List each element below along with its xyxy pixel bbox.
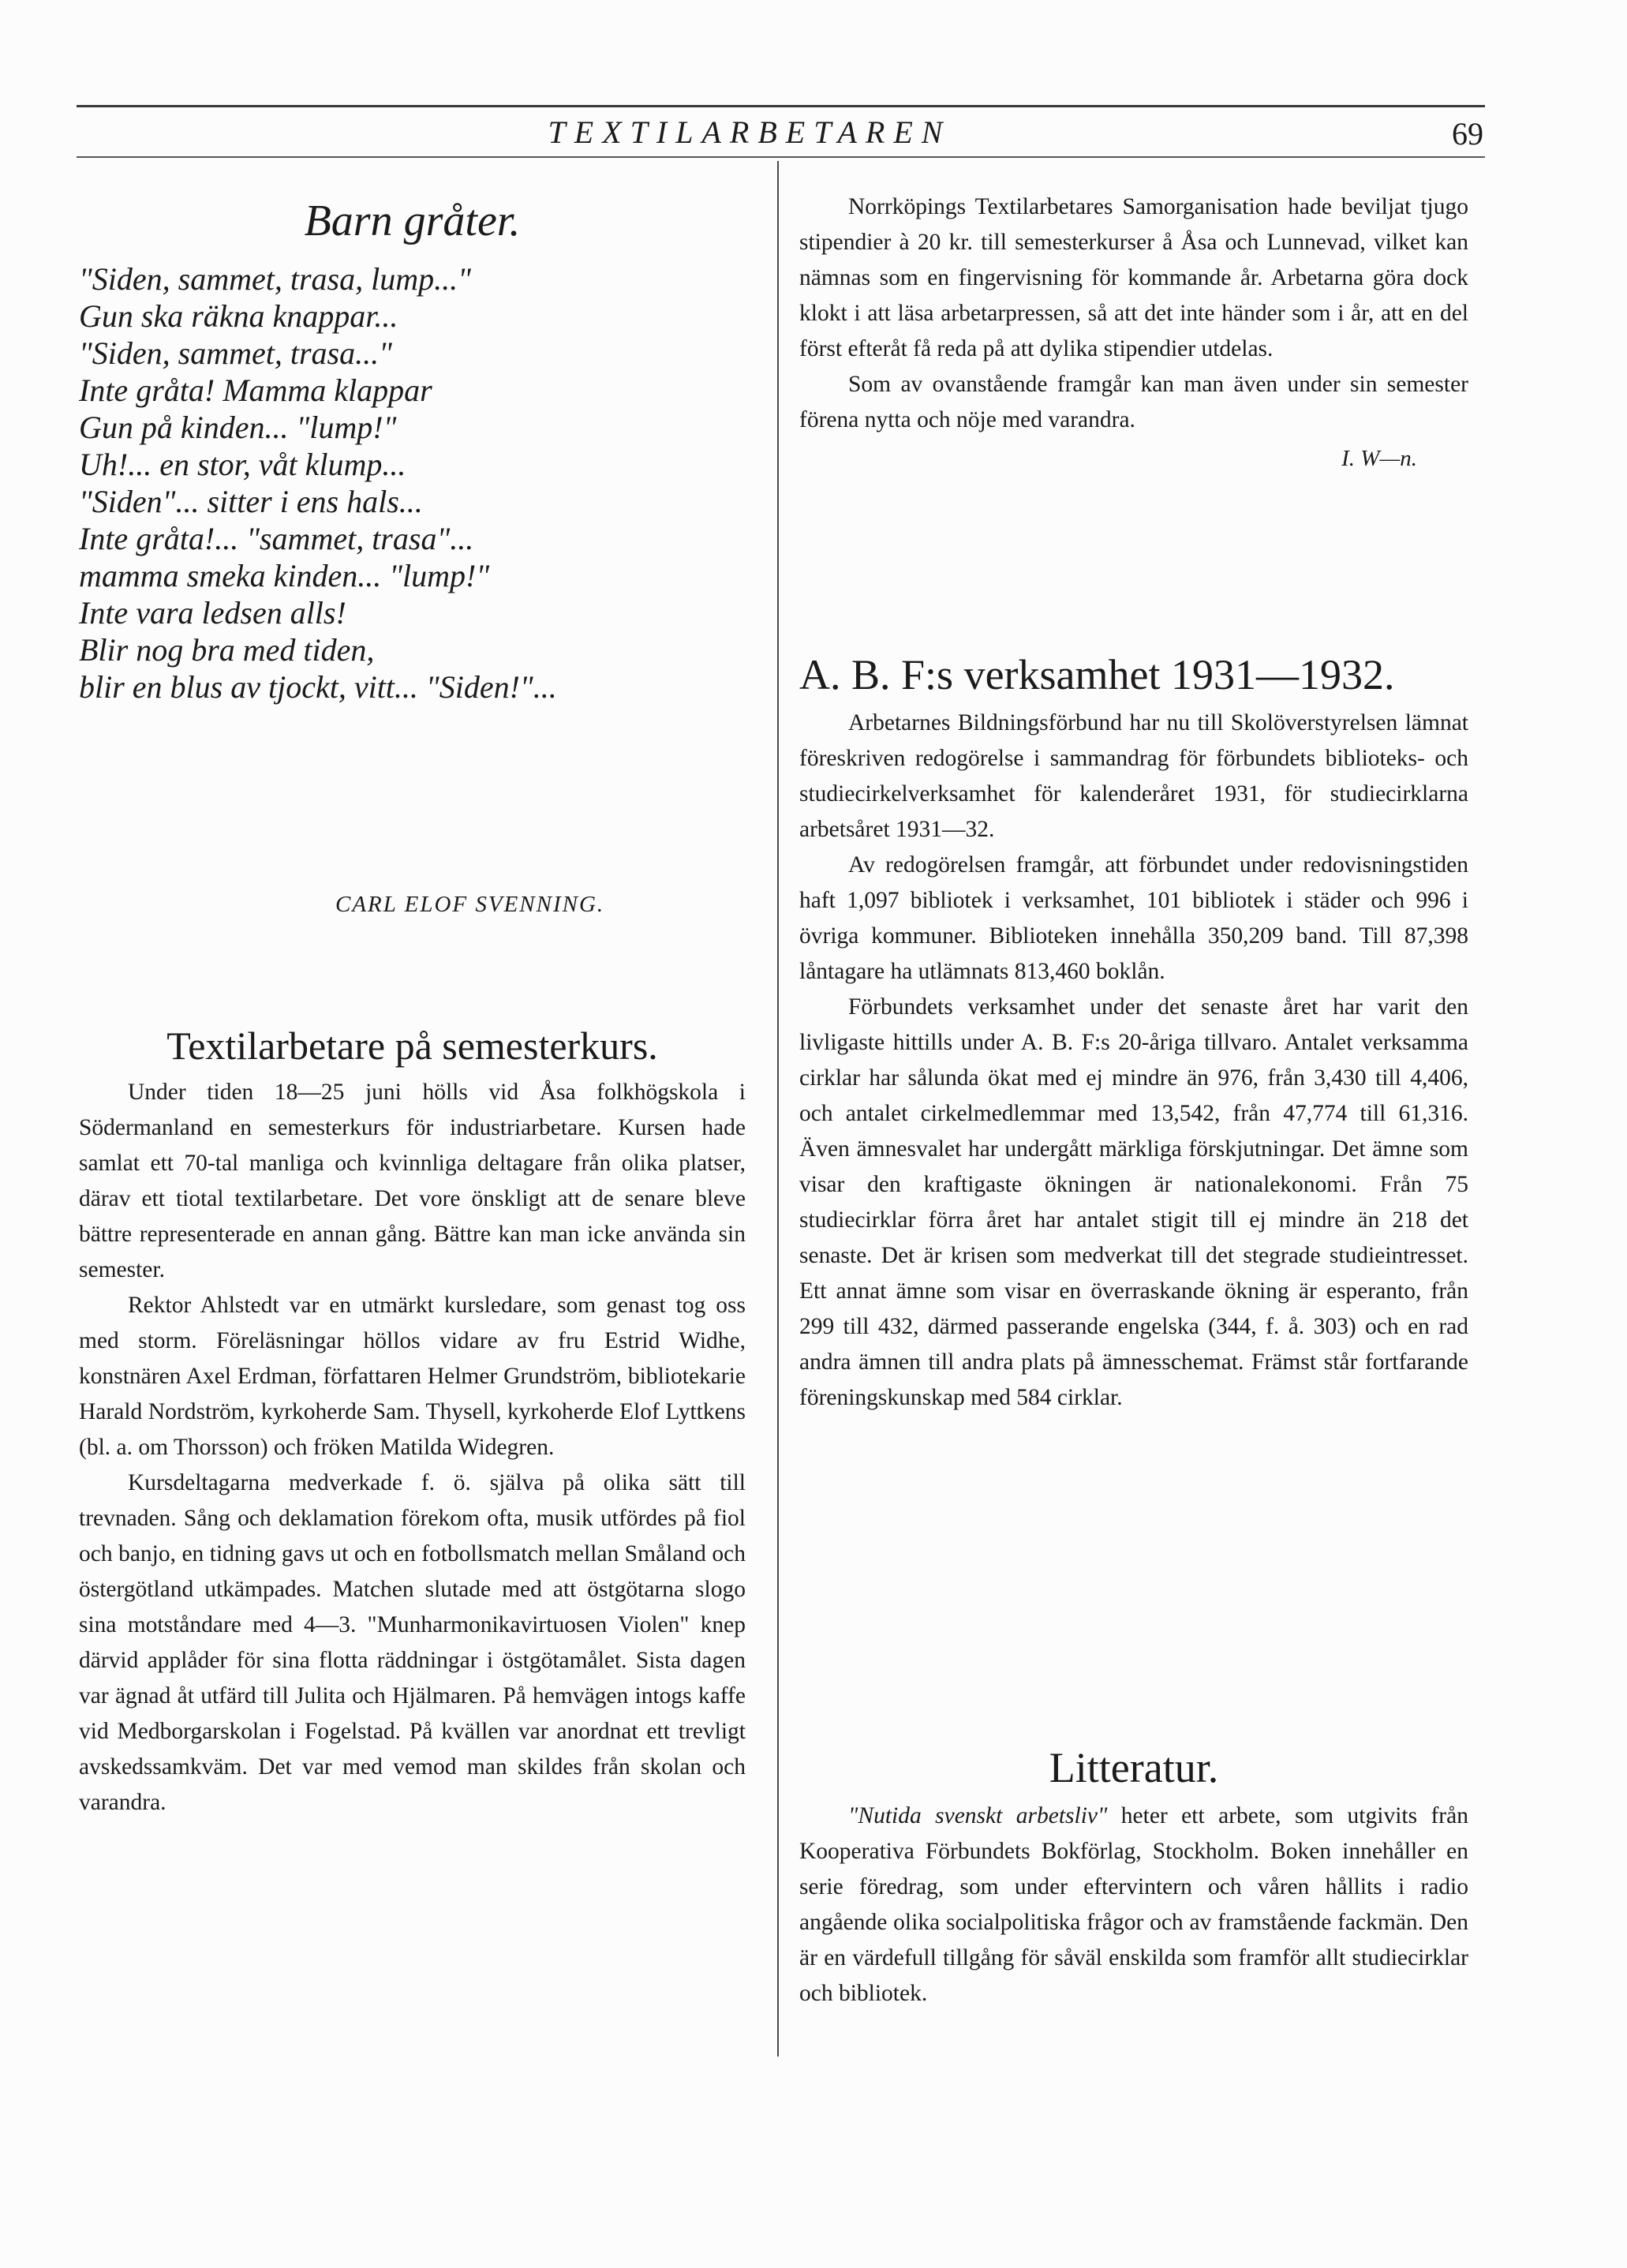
poem-line: Inte vara ledsen alls! (79, 595, 346, 631)
header-rule-bottom (77, 156, 1485, 158)
article-semesterkurs-continued (799, 189, 1468, 477)
page-number: 69 (1452, 116, 1483, 152)
paragraph-text: Rektor Ahlstedt var en utmärkt kursledare, som genast tog oss med storm. Föreläsningar höllos vidare av fru Estrid Widhe, konstnären Axel Erdman, författaren Helmer Grundström, bibliotekarie Harald Nordström, kyrkoherde Sam. Thysell, kyrkoherde Elof Lyttkens (bl. a. om Thorsson) och fröken Matilda Widegren. (79, 1293, 746, 1460)
article-headline: Litteratur. (1049, 1744, 1219, 1791)
paragraph-text: Arbetarnes Bildningsförbund har nu till Skolöverstyrelsen lämnat föreskriven redogörelse i sammandrag för förbundets biblioteks- och studiecirkelverksamhet för kalenderåret 1931, för studiecirklarna arbetsåret 1931—32. (799, 710, 1468, 842)
article-paragraph (799, 367, 1468, 438)
poem-line: Uh!... en stor, våt klump... (79, 447, 406, 482)
article-paragraph (799, 1798, 1468, 2012)
article-abf (799, 647, 1468, 1416)
article-paragraph (79, 1465, 746, 1821)
article-litteratur (799, 1740, 1468, 2012)
running-head-title: TEXTILARBETAREN (548, 114, 952, 150)
article-paragraph (799, 189, 1468, 367)
header-rule-top (77, 105, 1485, 107)
article-semesterkurs (79, 1018, 746, 1821)
article-headline: A. B. F:s verksamhet 1931—1932. (799, 651, 1395, 698)
paragraph-text: Av redogörelsen framgår, att förbundet under redovisningstiden haft 1,097 bibliotek i verksamhet, 101 bibliotek i städer och 996 i övriga kommuner. Biblioteken innehålla 350,209 band. Till 87,398 låntagare ha utlämnats 813,460 boklån. (799, 852, 1468, 984)
column-divider (777, 161, 779, 2057)
article-headline: Textilarbetare på semesterkurs. (166, 1024, 658, 1068)
article-paragraph (799, 848, 1468, 990)
paragraph-text: heter ett arbete, som utgivits från Kooperativa Förbundets Bokförlag, Stockholm. Boken innehåller en serie föredrag, som under eftervintern och våren hållits i radio angående olika socialpolitiska frågor och av framstående fackmän. Den är en värdefull tillgång för såväl enskilda som framför allt studiecirklar och bibliotek. (799, 1803, 1468, 2006)
poem-line: "Siden"... sitter i ens hals... (79, 484, 423, 519)
paragraph-text: Kursdeltagarna medverkade f. ö. själva på olika sätt till trevnaden. Sång och deklamation förekom ofta, musik utfördes på fiol och banjo, en tidning gavs ut och en fotbollsmatch mellan Småland och östergötland utkämpades. Matchen slutade med att östgötarna slogo sina motståndare med 4—3. "Munharmonikavirtuosen Violen" knep därvid applåder för sina flotta räddningar i östgötamålet. Sista dagen var ägnad åt utfärd till Julita och Hjälmaren. På hemvägen intogs kaffe vid Medborgarskolan i Fogelstad. På kvällen var anordnat ett trevligt avskedssamkväm. Det var med vemod man skildes från skolan och varandra. (79, 1470, 746, 1815)
article-paragraph (79, 1075, 746, 1288)
paragraph-text: Som av ovanstående framgår kan man även under sin semester förena nytta och nöje med varandra. (799, 372, 1468, 432)
poem-line: Gun på kinden... "lump!" (79, 410, 397, 445)
article-paragraph (79, 1288, 746, 1465)
poem-line: mamma smeka kinden... "lump!" (79, 558, 490, 593)
paragraph-text: Norrköpings Textilarbetares Samorganisation hade beviljat tjugo stipendier à 20 kr. till semesterkurser å Åsa och Lunnevad, vilket kan nämnas som en fingervisning för kommande år. Arbetarna göra dock klokt i att läsa arbetarpressen, så att det inte händer som i år, att en del först efteråt få reda på att dylika stipendier utdelas. (799, 194, 1468, 361)
paragraph-text: Förbundets verksamhet under det senaste året har varit den livligaste hittills under A. B. F:s 20-åriga tillvaro. Antalet verksamma cirklar har sålunda ökat med ej mindre än 976, från 3,430 till 4,406, och antalet cirkelmedlemmar med 13,542, från 47,774 till 61,316. Även ämnesvalet har undergått märkliga förskjutningar. Det ämne som visar den kraftigaste ökningen är nationalekonomi. Från 75 studiecirklar förra året har antalet stigit till ej mindre än 218 det senaste. Det är krisen som medverkat till det stegrade studieintresset. Ett annat ämne som visar en överraskande ökning är esperanto, från 299 till 432, därmed passerande engelska (344, f. å. 303) och en rad andra ämnen till andra plats på ämnesschemat. Främst står fortfarande föreningskunskap med 584 cirklar. (799, 994, 1468, 1410)
poem-line: blir en blus av tjockt, vitt... "Siden!"... (79, 669, 557, 705)
paragraph-text: Under tiden 18—25 juni hölls vid Åsa folkhögskola i Södermanland en semesterkurs för industriarbetare. Kursen hade samlat ett 70-tal manliga och kvinnliga deltagare från olika platser, därav ett tiotal textilarbetare. Det vore önskligt att de senare bleve bättre representerade en annan gång. Bättre kan man icke använda sin semester. (79, 1080, 746, 1282)
article-paragraph (799, 705, 1468, 848)
book-title: "Nutida svenskt arbetsliv" (848, 1803, 1108, 1828)
poem-title: Barn gråter. (304, 196, 521, 245)
article-signature: I. W—n. (1341, 446, 1417, 471)
poem-line: Inte gråta! Mamma klappar (79, 372, 432, 408)
poem-line: Gun ska räkna knappar... (79, 298, 398, 334)
article-paragraph (799, 990, 1468, 1416)
poem-line: Blir nog bra med tiden, (79, 632, 375, 668)
poem-author: CARL ELOF SVENNING. (335, 892, 605, 917)
poem-body (79, 260, 757, 705)
poem-line: "Siden, sammet, trasa, lump..." (79, 261, 471, 297)
poem-line: "Siden, sammet, trasa..." (79, 335, 392, 371)
poem-line: Inte gråta!... "sammet, trasa"... (79, 521, 474, 556)
